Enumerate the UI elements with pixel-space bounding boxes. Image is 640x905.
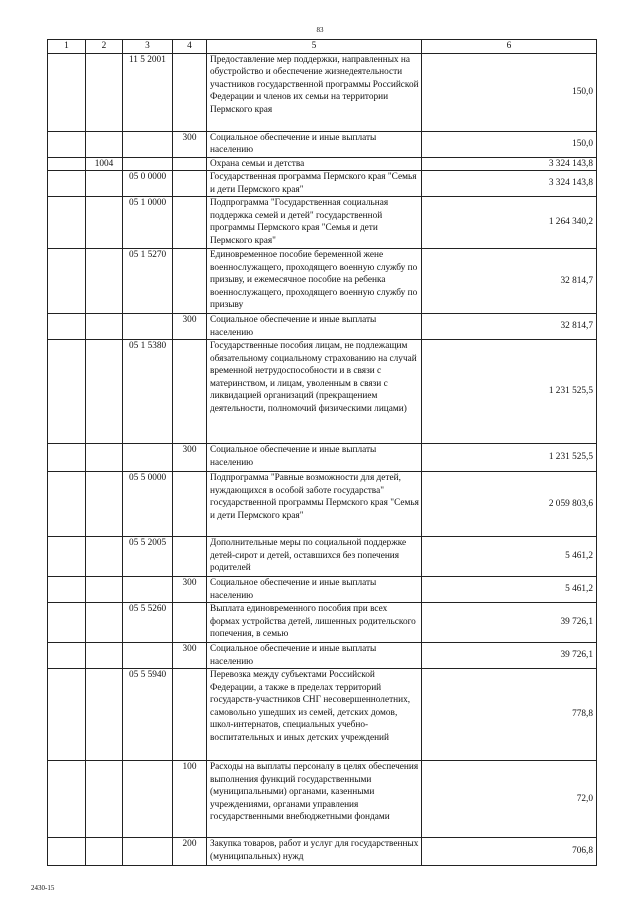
cell-c3 bbox=[123, 577, 173, 603]
col-header-3: 3 bbox=[123, 40, 173, 54]
table-row bbox=[48, 197, 597, 249]
cell-c1 bbox=[48, 838, 86, 866]
col-header-1: 1 bbox=[48, 40, 86, 54]
cell-c5: Социальное обеспечение и иные выплаты населению bbox=[207, 577, 422, 603]
cell-c2 bbox=[86, 197, 123, 249]
cell-c1 bbox=[48, 537, 86, 577]
cell-c3 bbox=[123, 643, 173, 669]
table-row bbox=[48, 157, 597, 171]
cell-c2 bbox=[86, 314, 123, 340]
cell-c1 bbox=[48, 314, 86, 340]
cell-c5: Выплата единовременного пособия при всех формах устройства детей, лишенных родительского попечения, в семью bbox=[207, 603, 422, 643]
cell-c5: Предоставление мер поддержки, направленных на обустройство и обеспечение жизнедеятельности участников государственной программы Российской Федерации и членов их семьи на территории Пермского края bbox=[207, 53, 422, 131]
cell-c3: 05 5 0000 bbox=[123, 472, 173, 537]
cell-c3 bbox=[123, 838, 173, 866]
cell-c4: 200 bbox=[173, 838, 207, 866]
cell-c5: Перевозка между субъектами Российской Федерации, а также в пределах территорий государств-участников СНГ несовершеннолетних, самовольно ушедших из семей, детских домов, школ-интернатов, специальных учебно-воспитательных и иных детских учреждений bbox=[207, 669, 422, 761]
table-row bbox=[48, 314, 597, 340]
cell-c6: 32 814,7 bbox=[422, 249, 597, 314]
cell-c5: Государственные пособия лицам, не подлежащим обязательному социальному страхованию на случай временной нетрудоспособности и в связи с материнством, и лицам, уволенным в связи с ликвидацией организаций (прекращением деятельности, полномочий физическими лицами) bbox=[207, 340, 422, 444]
cell-c1 bbox=[48, 197, 86, 249]
cell-c2 bbox=[86, 53, 123, 131]
col-header-4: 4 bbox=[173, 40, 207, 54]
cell-c3 bbox=[123, 157, 173, 171]
cell-c3 bbox=[123, 444, 173, 472]
cell-c1 bbox=[48, 577, 86, 603]
cell-c2 bbox=[86, 643, 123, 669]
cell-c6: 2 059 803,6 bbox=[422, 472, 597, 537]
cell-c2 bbox=[86, 472, 123, 537]
cell-c4: 100 bbox=[173, 761, 207, 838]
cell-c4 bbox=[173, 603, 207, 643]
cell-c5: Дополнительные меры по социальной поддержке детей-сирот и детей, оставшихся без попечения родителей bbox=[207, 537, 422, 577]
cell-c6: 150,0 bbox=[422, 131, 597, 157]
cell-c1 bbox=[48, 669, 86, 761]
cell-c1 bbox=[48, 603, 86, 643]
cell-c6: 706,8 bbox=[422, 838, 597, 866]
table-row bbox=[48, 249, 597, 314]
table-row bbox=[48, 131, 597, 157]
cell-c5: Подпрограмма "Государственная социальная поддержка семей и детей" государственной программы Пермского края "Семья и дети Пермского края" bbox=[207, 197, 422, 249]
document-code: 2430-15 bbox=[31, 884, 55, 892]
cell-c4 bbox=[173, 340, 207, 444]
table-row bbox=[48, 444, 597, 472]
cell-c6: 39 726,1 bbox=[422, 643, 597, 669]
col-header-5: 5 bbox=[207, 40, 422, 54]
cell-c2 bbox=[86, 838, 123, 866]
cell-c6: 32 814,7 bbox=[422, 314, 597, 340]
cell-c3: 05 1 5270 bbox=[123, 249, 173, 314]
table-row bbox=[48, 340, 597, 444]
budget-table bbox=[47, 39, 597, 866]
table-row bbox=[48, 838, 597, 866]
cell-c5: Единовременное пособие беременной жене военнослужащего, проходящего военную службу по призыву, и ежемесячное пособие на ребенка военнослужащего, проходящего военную службу по призыву bbox=[207, 249, 422, 314]
table-row bbox=[48, 577, 597, 603]
cell-c3 bbox=[123, 314, 173, 340]
table-row bbox=[48, 669, 597, 761]
cell-c4 bbox=[173, 669, 207, 761]
table-row bbox=[48, 472, 597, 537]
cell-c4 bbox=[173, 537, 207, 577]
cell-c1 bbox=[48, 249, 86, 314]
cell-c6: 778,8 bbox=[422, 669, 597, 761]
cell-c5: Закупка товаров, работ и услуг для государственных (муниципальных) нужд bbox=[207, 838, 422, 866]
cell-c2 bbox=[86, 761, 123, 838]
cell-c5: Подпрограмма "Равные возможности для детей, нуждающихся в особой заботе государства" государственной программы Пермского края "Семья и дети Пермского края" bbox=[207, 472, 422, 537]
cell-c2 bbox=[86, 340, 123, 444]
page-number: 83 bbox=[316, 26, 324, 34]
cell-c6: 1 231 525,5 bbox=[422, 340, 597, 444]
cell-c6: 3 324 143,8 bbox=[422, 171, 597, 197]
cell-c2 bbox=[86, 131, 123, 157]
cell-c5: Расходы на выплаты персоналу в целях обеспечения выполнения функций государственными (муниципальными) органами, казенными учреждениями, органами управления государственными внебюджетными фондами bbox=[207, 761, 422, 838]
cell-c5: Социальное обеспечение и иные выплаты населению bbox=[207, 314, 422, 340]
cell-c1 bbox=[48, 340, 86, 444]
table-row bbox=[48, 171, 597, 197]
cell-c1 bbox=[48, 761, 86, 838]
cell-c5: Государственная программа Пермского края "Семья и дети Пермского края" bbox=[207, 171, 422, 197]
cell-c3: 05 1 5380 bbox=[123, 340, 173, 444]
cell-c3: 05 5 5260 bbox=[123, 603, 173, 643]
cell-c4 bbox=[173, 171, 207, 197]
cell-c3: 05 1 0000 bbox=[123, 197, 173, 249]
cell-c4: 300 bbox=[173, 444, 207, 472]
col-header-2: 2 bbox=[86, 40, 123, 54]
cell-c3 bbox=[123, 761, 173, 838]
table-row bbox=[48, 761, 597, 838]
cell-c6: 3 324 143,8 bbox=[422, 157, 597, 171]
cell-c3 bbox=[123, 131, 173, 157]
table-row bbox=[48, 643, 597, 669]
cell-c1 bbox=[48, 131, 86, 157]
table-row bbox=[48, 537, 597, 577]
cell-c4: 300 bbox=[173, 643, 207, 669]
cell-c5: Социальное обеспечение и иные выплаты населению bbox=[207, 131, 422, 157]
cell-c4: 300 bbox=[173, 577, 207, 603]
cell-c3: 05 5 2005 bbox=[123, 537, 173, 577]
cell-c3: 11 5 2001 bbox=[123, 53, 173, 131]
cell-c1 bbox=[48, 171, 86, 197]
cell-c1 bbox=[48, 444, 86, 472]
cell-c4 bbox=[173, 157, 207, 171]
cell-c5: Социальное обеспечение и иные выплаты населению bbox=[207, 444, 422, 472]
cell-c4: 300 bbox=[173, 131, 207, 157]
cell-c2 bbox=[86, 577, 123, 603]
header-row bbox=[48, 40, 597, 54]
cell-c6: 5 461,2 bbox=[422, 537, 597, 577]
table-row bbox=[48, 53, 597, 131]
cell-c1 bbox=[48, 53, 86, 131]
cell-c4 bbox=[173, 53, 207, 131]
cell-c6: 39 726,1 bbox=[422, 603, 597, 643]
cell-c6: 1 231 525,5 bbox=[422, 444, 597, 472]
cell-c1 bbox=[48, 643, 86, 669]
cell-c6: 1 264 340,2 bbox=[422, 197, 597, 249]
cell-c2 bbox=[86, 537, 123, 577]
cell-c5: Социальное обеспечение и иные выплаты населению bbox=[207, 643, 422, 669]
cell-c6: 5 461,2 bbox=[422, 577, 597, 603]
cell-c1 bbox=[48, 157, 86, 171]
cell-c2 bbox=[86, 669, 123, 761]
cell-c4 bbox=[173, 249, 207, 314]
cell-c5: Охрана семьи и детства bbox=[207, 157, 422, 171]
cell-c3: 05 0 0000 bbox=[123, 171, 173, 197]
col-header-6: 6 bbox=[422, 40, 597, 54]
cell-c1 bbox=[48, 472, 86, 537]
cell-c3: 05 5 5940 bbox=[123, 669, 173, 761]
cell-c2 bbox=[86, 249, 123, 314]
cell-c4 bbox=[173, 197, 207, 249]
cell-c4: 300 bbox=[173, 314, 207, 340]
cell-c4 bbox=[173, 472, 207, 537]
cell-c2: 1004 bbox=[86, 157, 123, 171]
cell-c6: 72,0 bbox=[422, 761, 597, 838]
cell-c2 bbox=[86, 171, 123, 197]
cell-c2 bbox=[86, 444, 123, 472]
table-row bbox=[48, 603, 597, 643]
cell-c6: 150,0 bbox=[422, 53, 597, 131]
cell-c2 bbox=[86, 603, 123, 643]
